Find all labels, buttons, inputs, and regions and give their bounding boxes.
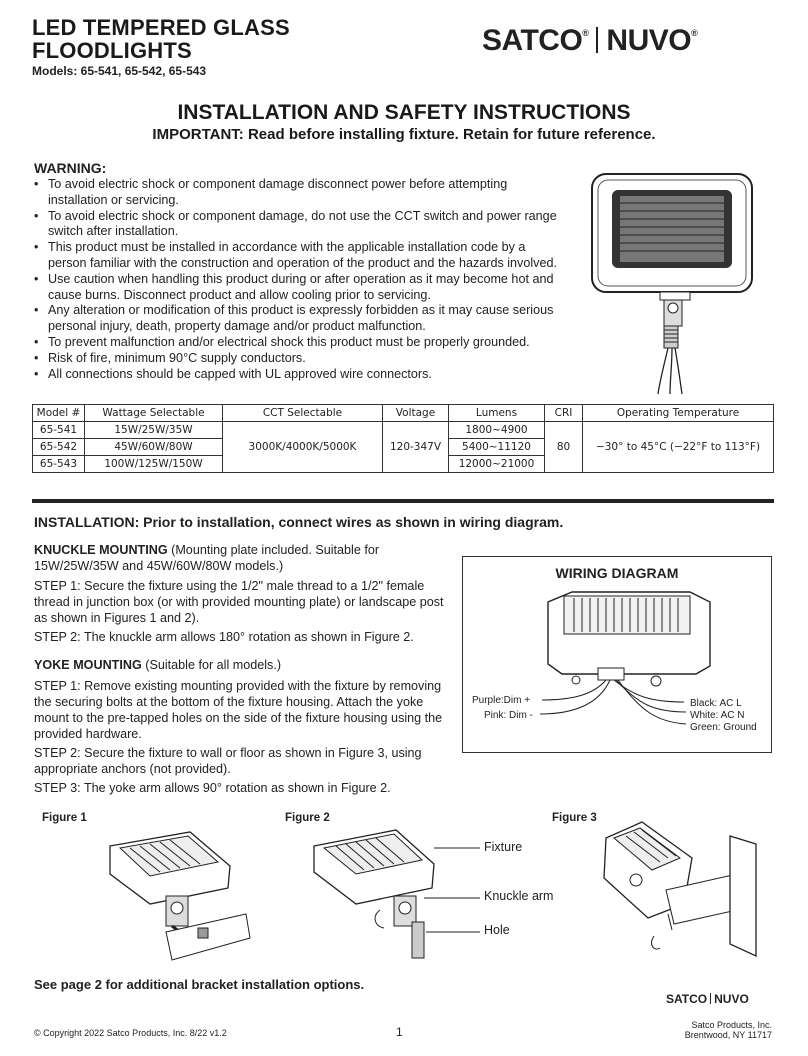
cell-model: 65-543 — [33, 456, 85, 473]
product-title — [32, 16, 290, 62]
yoke-step-1: STEP 1: Remove existing mounting provided with the fixture by removing the securing bolts at the bottom of the fixture housing. Attach the yoke mount to the pre-tapped holes on the side of the fixture housing using the provided hardware. — [34, 679, 443, 741]
warning-item: • Any alteration or modification of this product is expressly forbidden as it may cause serious personal injury, death, property damage and/or product malfunction. — [34, 303, 562, 335]
figure-3-image — [596, 818, 772, 964]
section-divider — [32, 499, 774, 503]
wire-label-white: White: AC N — [690, 710, 745, 721]
warning-list — [34, 177, 562, 382]
cell-lumens: 5400~11120 — [449, 439, 545, 456]
warning-item: • This product must be installed in accordance with the applicable installation code by a person familiar with the construction and operation of the product and the hazards involved. — [34, 240, 562, 272]
warning-item: • Risk of fire, minimum 90°C supply conductors. — [34, 351, 562, 367]
table-row — [33, 422, 774, 439]
knuckle-step-1: STEP 1: Secure the fixture using the 1/2" male thread to a 1/2" female thread in junction box (or with provided mounting plate) or landscape post as shown in Figures 1 and 2). — [34, 579, 444, 625]
specifications-table — [32, 404, 774, 473]
cell-model: 65-542 — [33, 439, 85, 456]
knuckle-mounting-intro — [34, 542, 446, 574]
col-header-wattage: Wattage Selectable — [85, 405, 223, 422]
installation-heading: INSTALLATION: Prior to installation, connect wires as shown in wiring diagram. — [34, 514, 564, 530]
copyright-text: © Copyright 2022 Satco Products, Inc. 8/22 v1.2 — [34, 1028, 227, 1038]
figure-2-image — [300, 826, 480, 966]
cell-cri: 80 — [545, 422, 583, 473]
warning-heading: WARNING: — [34, 160, 107, 176]
col-header-voltage: Voltage — [383, 405, 449, 422]
footer-logo-nuvo: NUVO — [714, 992, 749, 1006]
warning-item: • To prevent malfunction and/or electrical shock this product must be properly grounded. — [34, 335, 562, 351]
page-subtitle: IMPORTANT: Read before installing fixture. Retain for future reference. — [152, 126, 656, 143]
brand-logo: SATCO® NUVO® — [482, 24, 698, 57]
knuckle-mounting-title: KNUCKLE MOUNTING — [34, 543, 168, 557]
callout-knuckle-arm: Knuckle arm — [484, 889, 554, 903]
callout-hole: Hole — [484, 923, 510, 937]
cell-wattage: 15W/25W/35W — [85, 422, 223, 439]
figure-1-image — [80, 826, 260, 966]
figure-3-label: Figure 3 — [552, 812, 597, 824]
knuckle-step-2: STEP 2: The knuckle arm allows 180° rotation as shown in Figure 2. — [34, 630, 414, 644]
wiring-diagram-title: WIRING DIAGRAM — [555, 565, 679, 581]
yoke-step-3: STEP 3: The yoke arm allows 90° rotation as shown in Figure 2. — [34, 781, 391, 795]
cell-voltage: 120-347V — [383, 422, 449, 473]
company-address — [660, 1020, 772, 1040]
company-city: Brentwood, NY 11717 — [684, 1030, 772, 1040]
yoke-mounting-intro — [34, 657, 446, 673]
col-header-model: Model # — [33, 405, 85, 422]
warning-item: • All connections should be capped with UL approved wire connectors. — [34, 367, 562, 383]
callout-fixture: Fixture — [484, 840, 523, 854]
yoke-mounting-title: YOKE MOUNTING — [34, 658, 142, 672]
cell-lumens: 12000~21000 — [449, 456, 545, 473]
col-header-temperature: Operating Temperature — [583, 405, 774, 422]
col-header-lumens: Lumens — [449, 405, 545, 422]
warning-item: • Use caution when handling this product during or after operation as it may become hot and cause burns. Disconnect product and allow cooling prior to servicing. — [34, 272, 562, 304]
satco-logo-text: SATCO — [482, 24, 583, 57]
cell-lumens: 1800~4900 — [449, 422, 545, 439]
product-title-line1: LED TEMPERED GLASS — [32, 15, 290, 40]
yoke-mounting-note: (Suitable for all models.) — [141, 658, 282, 672]
footer-logo-satco: SATCO — [666, 992, 708, 1006]
col-header-cct: CCT Selectable — [223, 405, 383, 422]
cell-model: 65-541 — [33, 422, 85, 439]
cell-temperature: −30° to 45°C (−22°F to 113°F) — [583, 422, 774, 473]
figure-2-label: Figure 2 — [285, 812, 330, 824]
col-header-cri: CRI — [545, 405, 583, 422]
product-title-line2: FLOODLIGHTS — [32, 38, 192, 63]
warning-item: • To avoid electric shock or component damage, do not use the CCT switch and power range switch after installation. — [34, 209, 562, 241]
model-numbers: Models: 65-541, 65-542, 65-543 — [32, 64, 207, 78]
figure-1-label: Figure 1 — [42, 812, 87, 824]
cell-wattage: 45W/60W/80W — [85, 439, 223, 456]
wire-label-green: Green: Ground — [690, 722, 757, 733]
footer-logo — [666, 992, 749, 1006]
cell-wattage: 100W/125W/150W — [85, 456, 223, 473]
floodlight-product-image — [584, 170, 760, 396]
company-name: Satco Products, Inc. — [691, 1020, 772, 1030]
wire-label-purple: Purple:Dim + — [472, 695, 531, 706]
page-number: 1 — [396, 1025, 403, 1039]
warning-item: • To avoid electric shock or component damage disconnect power before attempting installation or servicing. — [34, 177, 562, 209]
bracket-options-note: See page 2 for additional bracket installation options. — [34, 977, 365, 992]
wire-label-black: Black: AC L — [690, 698, 742, 709]
table-header-row — [33, 405, 774, 422]
nuvo-logo-text: NUVO — [606, 24, 692, 57]
wire-label-pink: Pink: Dim - — [484, 710, 533, 721]
cell-cct: 3000K/4000K/5000K — [223, 422, 383, 473]
knuckle-mounting-note: (Mounting plate included. Suitable for 15W/25W/35W and 45W/60W/80W models.) — [34, 543, 380, 573]
page-title: INSTALLATION AND SAFETY INSTRUCTIONS — [177, 101, 631, 124]
yoke-step-2: STEP 2: Secure the fixture to wall or floor as shown in Figure 3, using appropriate anchors (not provided). — [34, 746, 422, 776]
